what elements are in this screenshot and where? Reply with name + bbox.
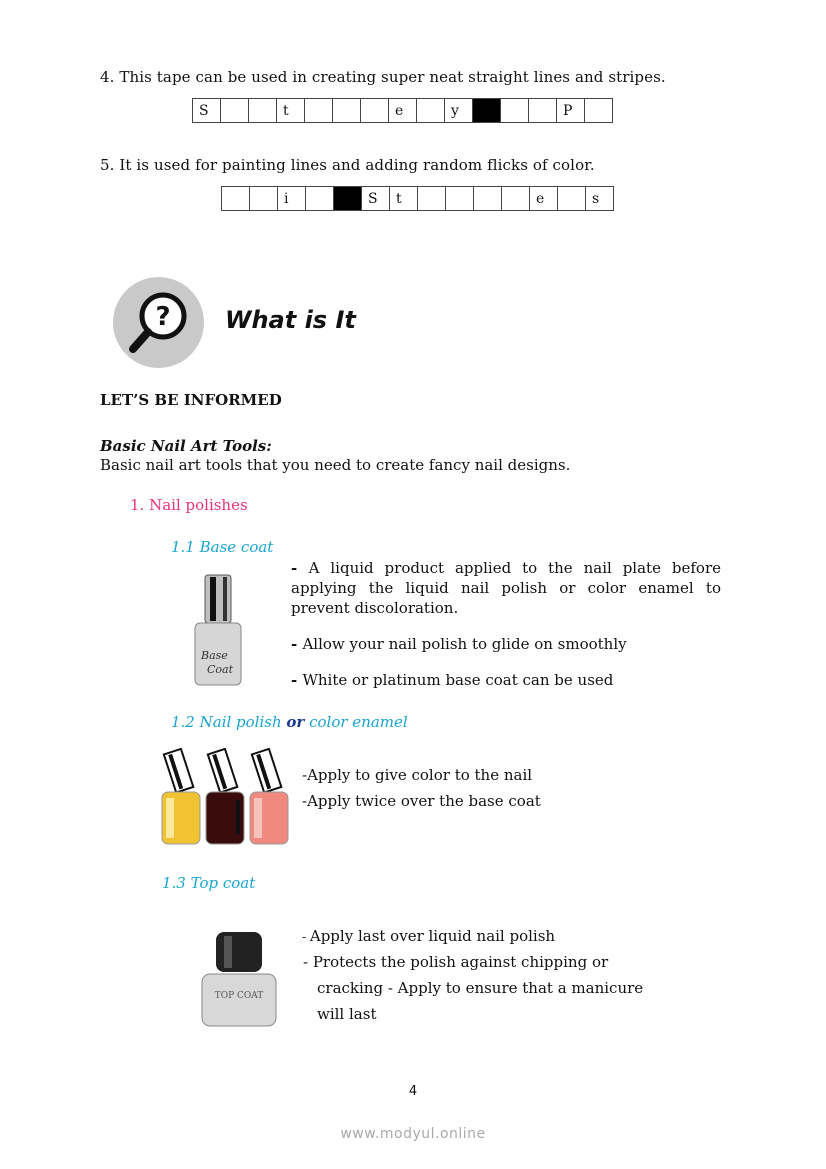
q4-cell: P xyxy=(557,99,585,123)
q5-cell xyxy=(306,187,334,211)
q4-cell: e xyxy=(389,99,417,123)
q4-cell xyxy=(305,99,333,123)
q5-cell xyxy=(418,187,446,211)
q4-cell xyxy=(473,99,501,123)
q4-cell: S xyxy=(193,99,221,123)
q5-cell xyxy=(250,187,278,211)
nail-polish-desc-1: -Apply to give color to the nail xyxy=(302,766,533,784)
tools-intro: Basic nail art tools that you need to create fancy nail designs. xyxy=(100,456,571,474)
q5-cell: t xyxy=(390,187,418,211)
q5-cell xyxy=(446,187,474,211)
nail-polish-label-a: 1.2 Nail polish xyxy=(171,713,287,731)
top-coat-desc-1-text: Apply last over liquid nail polish xyxy=(309,927,556,945)
q5-cell xyxy=(474,187,502,211)
top-coat-desc-2: - Protects the polish against chipping or xyxy=(303,953,609,971)
top-coat-desc-3: cracking - Apply to ensure that a manicure xyxy=(317,979,644,997)
q4-cell xyxy=(361,99,389,123)
nail-polish-label-b: color enamel xyxy=(304,713,408,731)
q4-cell xyxy=(221,99,249,123)
q5-cell: s xyxy=(586,187,614,211)
q4-cell: y xyxy=(445,99,473,123)
nail-polish-bottles-image xyxy=(160,748,296,850)
question-5: 5. It is used for painting lines and adding random flicks of color. xyxy=(100,156,595,174)
crossword-grid-q4 xyxy=(192,98,613,123)
q5-cell xyxy=(334,187,362,211)
base-coat-desc-3: - White or platinum base coat can be used xyxy=(291,671,614,689)
page-number: 4 xyxy=(408,1084,418,1099)
nail-polish-desc-2: -Apply twice over the base coat xyxy=(302,792,541,810)
crossword-grid-q5 xyxy=(221,186,614,211)
top-coat-bottle-text: TOP COAT xyxy=(214,991,264,1001)
informed-heading: LET’S BE INFORMED xyxy=(100,391,282,409)
base-coat-desc-3-text: White or platinum base coat can be used xyxy=(302,671,614,689)
q5-cell xyxy=(502,187,530,211)
magnifier-question-icon xyxy=(113,277,204,368)
q5-cell xyxy=(558,187,586,211)
q4-cell: t xyxy=(277,99,305,123)
q5-cell: S xyxy=(362,187,390,211)
q4-cell xyxy=(333,99,361,123)
nail-polish-label-or: or xyxy=(286,713,305,731)
q4-cell xyxy=(529,99,557,123)
q4-cell xyxy=(501,99,529,123)
nail-polish-label xyxy=(171,713,408,731)
base-coat-bottle-text-2: Coat xyxy=(207,663,234,676)
base-coat-desc-1: - A liquid product applied to the nail plate before applying the liquid nail polish or color enamel to prevent discoloration. xyxy=(291,559,721,617)
q5-cell: e xyxy=(530,187,558,211)
q5-cell xyxy=(222,187,250,211)
svg-text:?: ? xyxy=(155,302,171,332)
base-coat-bottle-text-1: Base xyxy=(201,649,228,662)
top-coat-label: 1.3 Top coat xyxy=(162,874,256,892)
base-coat-desc-2-text: Allow your nail polish to glide on smoothly xyxy=(302,635,627,653)
top-coat-desc-4: will last xyxy=(317,1005,377,1023)
section-title: What is It xyxy=(225,306,356,334)
base-coat-label: 1.1 Base coat xyxy=(171,538,274,556)
base-coat-bottle-image xyxy=(193,573,245,691)
watermark: www.modyul.online xyxy=(340,1126,486,1142)
q4-cell xyxy=(417,99,445,123)
q4-cell xyxy=(249,99,277,123)
base-coat-desc-2: - Allow your nail polish to glide on smoothly xyxy=(291,635,627,653)
question-4: 4. This tape can be used in creating super neat straight lines and stripes. xyxy=(100,68,666,86)
top-coat-desc-1: - Apply last over liquid nail polish xyxy=(302,927,556,945)
top-coat-bottle-image xyxy=(198,930,280,1032)
q4-cell xyxy=(585,99,613,123)
tools-heading: Basic Nail Art Tools: xyxy=(100,437,272,455)
item-nail-polishes: 1. Nail polishes xyxy=(130,496,248,514)
q5-cell: i xyxy=(278,187,306,211)
base-coat-desc-1-text: A liquid product applied to the nail plate before applying the liquid nail polish or color enamel to prevent discoloration. xyxy=(291,559,721,617)
